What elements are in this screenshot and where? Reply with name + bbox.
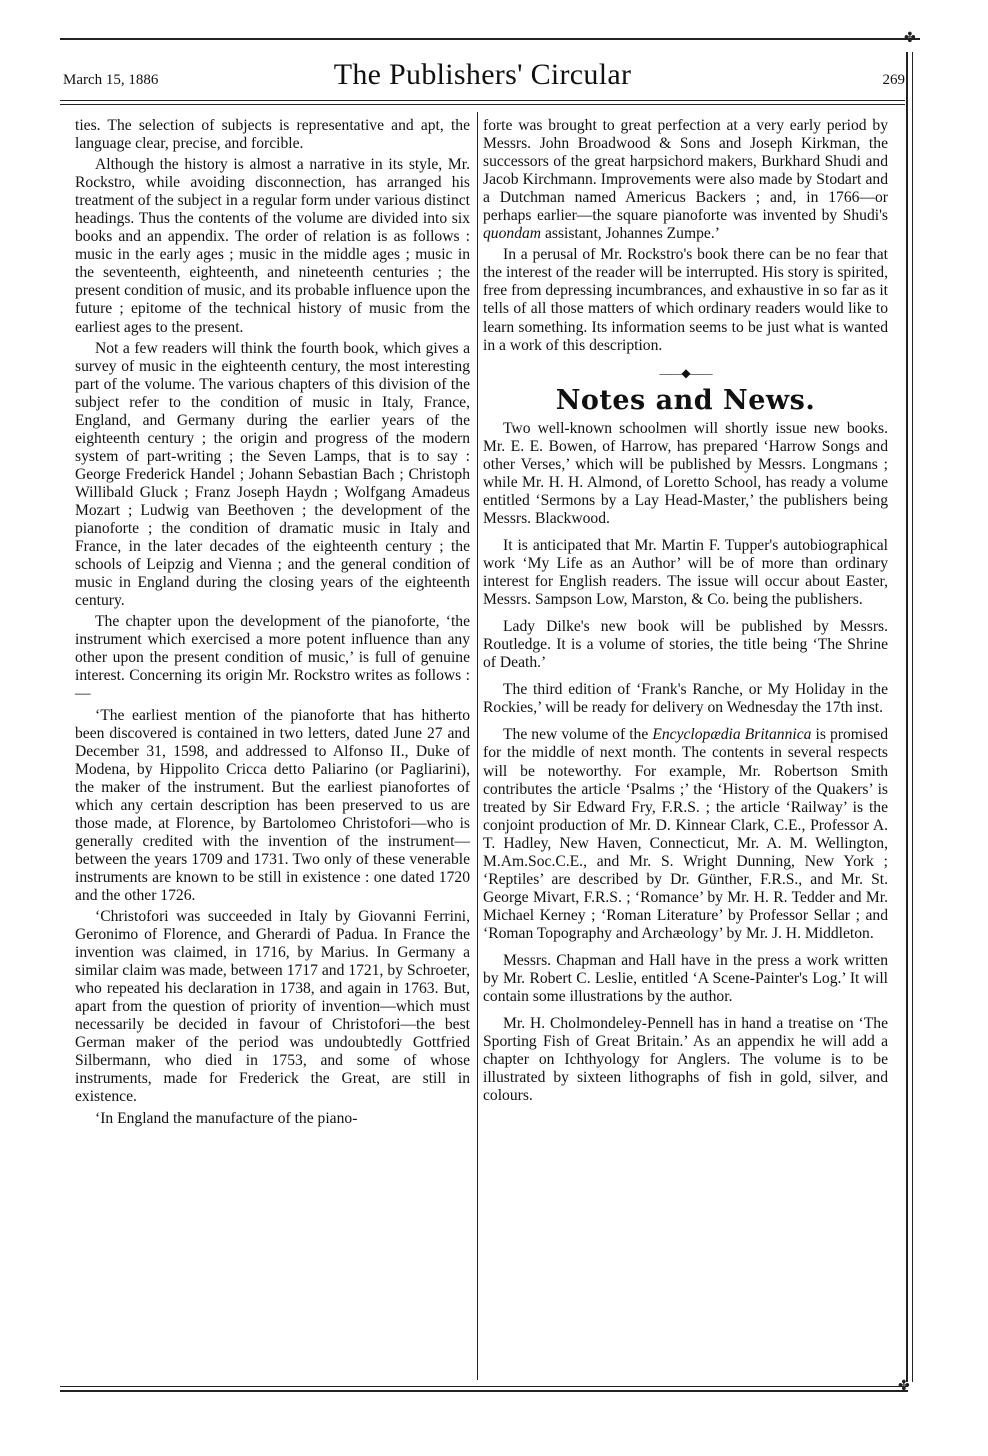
page-header <box>60 58 905 98</box>
header-rule-2 <box>60 104 905 105</box>
text-run: forte was brought to great perfection at a very early period by Messrs. John Broadwood & Sons and Joseph Kirkman, the successors of the great harpsichord makers, Burkhard Shudi and Jacob Kirchmann. Improvements were also made by Stodart and a Dutchman named Americus Backers ; and, in 1766—or perhaps earlier—the square pianoforte was invented by Shudi's <box>483 117 888 225</box>
page-number: 269 <box>882 72 905 88</box>
issue-date: March 15, 1886 <box>63 72 159 88</box>
paragraph: Although the history is almost a narrative in its style, Mr. Rockstro, while avoiding disconnection, has arranged his treatment of the subject in a regular form under various distinct headings. Thus the contents of the volume are divided into six books and an appendix. The order of relation is as follows : music in the early ages ; music in the middle ages ; music in the seventeenth, eighteenth, and nineteenth centuries ; the present condition of music, and its probable influence upon the future ; epitome of the technical history of music from the earliest ages to the present. <box>75 156 470 336</box>
news-item: Mr. H. Cholmondeley-Pennell has in hand a treatise on ‘The Sporting Fish of Great Britain.’ As an appendix he will add a chapter on Ichthyology for Anglers. The volume is to be illustrated by sixteen lithographs of fish in gold, silver, and colours. <box>483 1015 888 1105</box>
bottom-rule-2 <box>60 1390 908 1392</box>
paragraph: ‘The earliest mention of the pianoforte that has hitherto been discovered is contained in two letters, dated June 27 and December 31, 1598, and addressed to Alfonso II., Duke of Modena, by Hippolito Cricca detto Paliarino (or Pagliarini), the maker of the instrument. But the earliest pianofortes of which any certain description has been preserved to us are those made, at Florence, by Bartolomeo Christofori—who is generally credited with the invention of the instrument—between the years 1709 and 1731. Two only of these venerable instruments are known to be still in existence : one dated 1720 and the other 1726. <box>75 706 470 904</box>
news-item: Two well-known schoolmen will shortly issue new books. Mr. E. E. Bowen, of Harrow, has prepared ‘Harrow Songs and other Verses,’ which will be published by Messrs. Longmans ; while Mr. H. H. Almond, of Loretto School, has ready a volume entitled ‘Sermons by a Lay Head-Master,’ the publishers being Messrs. Blackwood. <box>483 419 888 527</box>
column-divider <box>477 112 478 1380</box>
publication-title: The Publishers' Circular <box>333 58 632 91</box>
paragraph <box>483 117 888 243</box>
text-run: assistant, Johannes Zumpe.’ <box>544 225 720 243</box>
news-item: Lady Dilke's new book will be published by Messrs. Routledge. It is a volume of stories, the title being ‘The Shrine of Death.’ <box>483 618 888 672</box>
paragraph: Not a few readers will think the fourth book, which gives a survey of music in the eighteenth century, the most interesting part of the volume. The various chapters of this division of the subject refer to the condition of music in Italy, France, England, and Germany during the earlier years of the eighteenth century ; the origin and progress of the modern system of part-writing ; the Seven Lamps, that is to say : George Frederick Handel ; Johann Sebastian Bach ; Christoph Willibald Gluck ; Franz Joseph Haydn ; Wolfgang Amadeus Mozart ; Ludwig van Beethoven ; the development of the pianoforte ; the condition of dramatic music in Italy and France, in the later decades of the eighteenth century ; the schools of Leipzig and Vienna ; and the general condition of music in England during the closing years of the eighteenth century. <box>75 339 470 610</box>
text-run: The new volume of the <box>503 726 649 744</box>
paragraph: ‘Christofori was succeeded in Italy by Giovanni Ferrini, Geronimo of Florence, and Gherardi of Padua. In France the invention was claimed, in 1716, by Marius. In Germany a similar claim was made, between 1717 and 1721, by Schroeter, who repeated his declaration in 1738, and again in 1763. But, apart from the question of priority of invention—which must necessarily be decided in favour of Christofori—the best German maker of the period was undoubtedly Gottfried Silbermann, who died in 1753, and some of whose instruments, made for Frederick the Great, are still in existence. <box>75 908 470 1106</box>
section-heading: Notes and News. <box>555 384 816 416</box>
text-run: is promised for the middle of next month. The contents in several respects will be noteworthy. For example, Mr. Robertson Smith contributes the article ‘Psalms ;’ the ‘History of the Quakers’ is treated by Sir Edward Fry, F.R.S. ; the article ‘Railway’ is the conjoint production of Mr. D. Kinnear Clark, C.E., Professor A. T. Hadley, New Haven, Connecticut, Mr. A. M. Wellington, M.Am.Soc.C.E., and Mr. S. Wright Dunning, New York ; ‘Reptiles’ are described by Dr. Günther, F.R.S., and Mr. St. George Mivart, F.R.S. ; ‘Romance’ by Mr. H. R. Tedder and Mr. Michael Kerney ; ‘Roman Literature’ by Professor Sellar ; and ‘Roman Topography and Archæology’ by Mr. J. H. Middleton. <box>483 726 888 942</box>
right-border-2 <box>912 52 913 1382</box>
paragraph: ties. The selection of subjects is representative and apt, the language clear, precise, and forcible. <box>75 117 470 153</box>
paragraph: In a perusal of Mr. Rockstro's book there can be no fear that the interest of the reader will be interrupted. His story is spirited, free from depressing incumbrances, and exhaustive in so far as it tells of all those matters of which ordinary readers would like to learn something. Its information seems to be just what is wanted in a work of this description. <box>483 246 888 354</box>
paragraph: ‘In England the manufacture of the piano- <box>95 1109 358 1127</box>
news-item: Messrs. Chapman and Hall have in the press a work written by Mr. Robert C. Leslie, entitled ‘A Scene-Painter's Log.’ It will contain some illustrations by the author. <box>483 951 888 1006</box>
ornament-corner-icon: ✤ <box>898 1379 910 1394</box>
bottom-rule <box>60 1386 908 1387</box>
top-rule <box>60 38 920 40</box>
italic-term: quondam <box>483 225 542 243</box>
section-ornament: ——◆—— <box>659 365 712 380</box>
news-item: The third edition of ‘Frank's Ranche, or My Holiday in the Rockies,’ will be ready for delivery on Wednesday the 17th inst. <box>483 681 888 717</box>
right-border <box>906 52 908 1382</box>
left-column <box>75 117 470 1131</box>
header-rule <box>60 100 905 101</box>
news-item: It is anticipated that Mr. Martin F. Tupper's autobiographical work ‘My Life as an Author’ will be of more than ordinary interest for English readers. The issue will occur about Easter, Messrs. Sampson Low, Marston, & Co. being the publishers. <box>483 536 888 609</box>
ornament-corner-icon: ✤ <box>904 31 916 46</box>
news-item <box>483 726 888 943</box>
right-column <box>483 117 888 1114</box>
italic-title: Encyclopædia Britannica <box>652 726 812 744</box>
paragraph: The chapter upon the development of the pianoforte, ‘the instrument which exercised a more potent influence than any other upon the present condition of music,’ is full of genuine interest. Concerning its origin Mr. Rockstro writes as follows :— <box>75 613 470 703</box>
